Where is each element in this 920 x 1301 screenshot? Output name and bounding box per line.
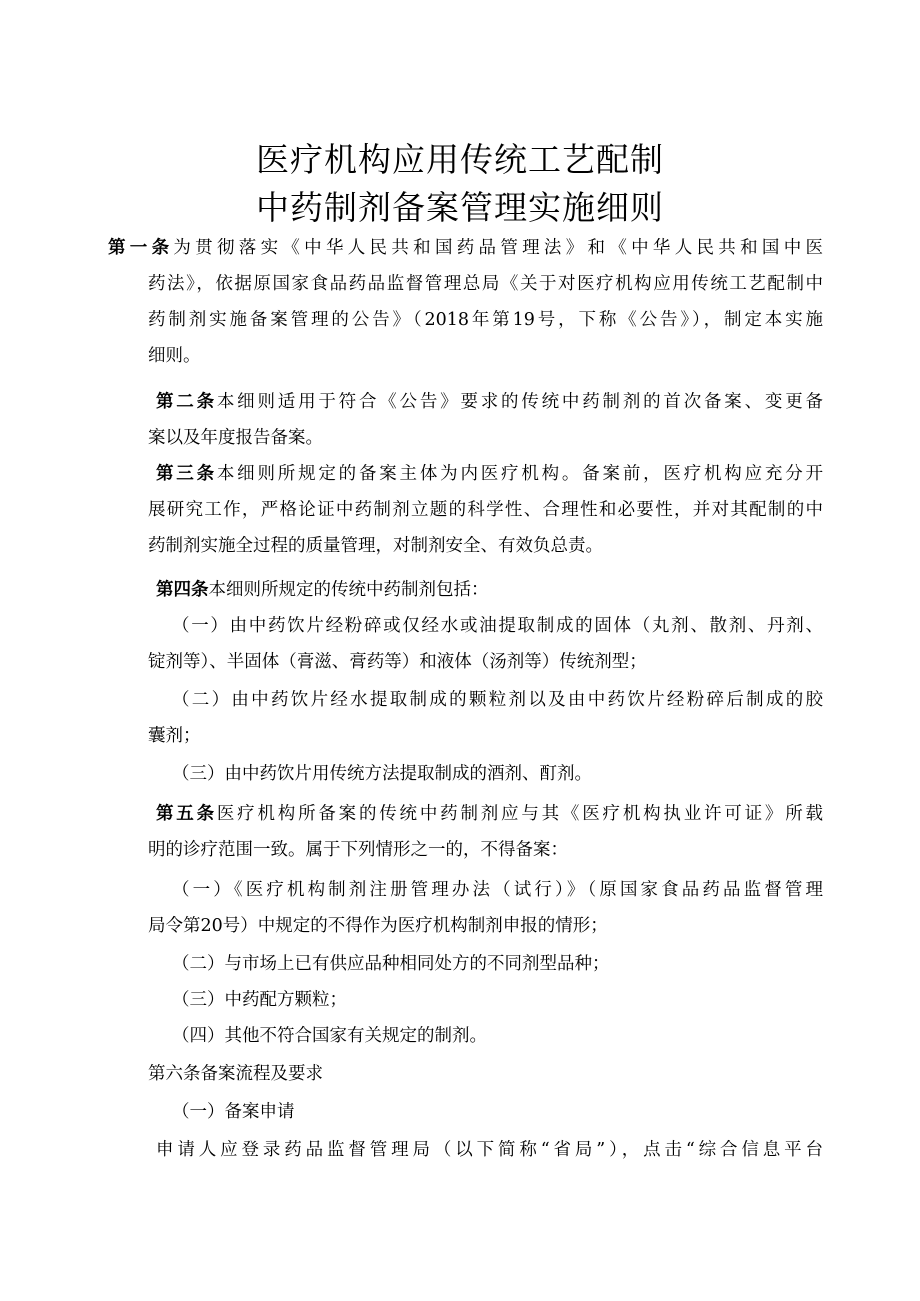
article-4-item-1-line-1: （一）由中药饮片经粉碎或仅经水或油提取制成的固体（丸剂、散剂、丹剂、 [172,616,823,636]
article-5-item-3-line-1: （三）中药配方颗粒； [172,990,347,1010]
article-1-heading: 第一条 [108,238,174,258]
article-3-line-2: 展研究工作，严格论证中药制剂立题的科学性、合理性和必要性，并对其配制的中 [148,500,823,520]
document-title-line-1: 医疗机构应用传统工艺配制 [256,140,664,179]
article-5-item-4-line-1: （四）其他不符合国家有关规定的制剂。 [172,1026,487,1046]
article-1-line-4: 细则。 [148,346,201,366]
article-5-item-1-line-2: 局令第20号）中规定的不得作为医疗机构制剂申报的情形； [148,916,608,936]
article-4-line-1 [156,578,489,602]
article-2-line-1 [156,390,823,414]
article-4-text-1: 本细则所规定的传统中药制剂包括： [208,580,489,600]
article-5-item-2-line-1: （二）与市场上已有供应品种相同处方的不同剂型品种； [172,954,610,974]
article-5-heading: 第五条 [156,804,217,824]
document-title-line-2: 中药制剂备案管理实施细则 [256,188,664,227]
article-4-item-2-line-1: （二）由中药饮片经水提取制成的颗粒剂以及由中药饮片经粉碎后制成的胶 [172,690,823,710]
article-3-line-1 [156,462,823,486]
article-6-line-1: 第六条备案流程及要求 [148,1064,323,1084]
article-5-line-1 [156,802,823,826]
article-5-text-1: 医疗机构所备案的传统中药制剂应与其《医疗机构执业许可证》所载 [216,804,823,824]
article-4-heading: 第四条 [156,580,209,600]
article-2-line-2: 案以及年度报告备案。 [148,428,323,448]
article-6-item-1-line-1: （一）备案申请 [172,1102,295,1122]
article-4-item-1-line-2: 锭剂等）、半固体（膏滋、膏药等）和液体（汤剂等）传统剂型； [148,652,647,672]
article-6-paragraph-1-line-1: 申请人应登录药品监督管理局（以下简称“省局”），点击“综合信息平台 [156,1140,823,1160]
article-1-line-3: 药制剂实施备案管理的公告》（2018年第19号，下称《公告》），制定本实施 [148,310,823,330]
article-5-line-2: 明的诊疗范围一致。属于下列情形之一的，不得备案： [148,840,568,860]
article-4-item-2-line-2: 囊剂； [148,726,201,746]
article-1-line-2: 药法》，依据原国家食品药品监督管理总局《关于对医疗机构应用传统工艺配制中 [148,274,823,294]
article-2-heading: 第二条 [156,392,217,412]
article-1-line-1 [108,236,823,260]
article-3-text-1: 本细则所规定的备案主体为内医疗机构。备案前，医疗机构应充分开 [216,464,823,484]
article-3-heading: 第三条 [156,464,217,484]
article-4-item-3-line-1: （三）由中药饮片用传统方法提取制成的酒剂、酊剂。 [172,764,592,784]
article-2-text-1: 本细则适用于符合《公告》要求的传统中药制剂的首次备案、变更备 [216,392,823,412]
article-5-item-1-line-1: （一）《医疗机构制剂注册管理办法（试行）》（原国家食品药品监督管理 [172,880,823,900]
article-3-line-3: 药制剂实施全过程的质量管理，对制剂安全、有效负总责。 [148,536,603,556]
article-1-text-1: 为贯彻落实《中华人民共和国药品管理法》和《中华人民共和国中医 [173,238,823,258]
